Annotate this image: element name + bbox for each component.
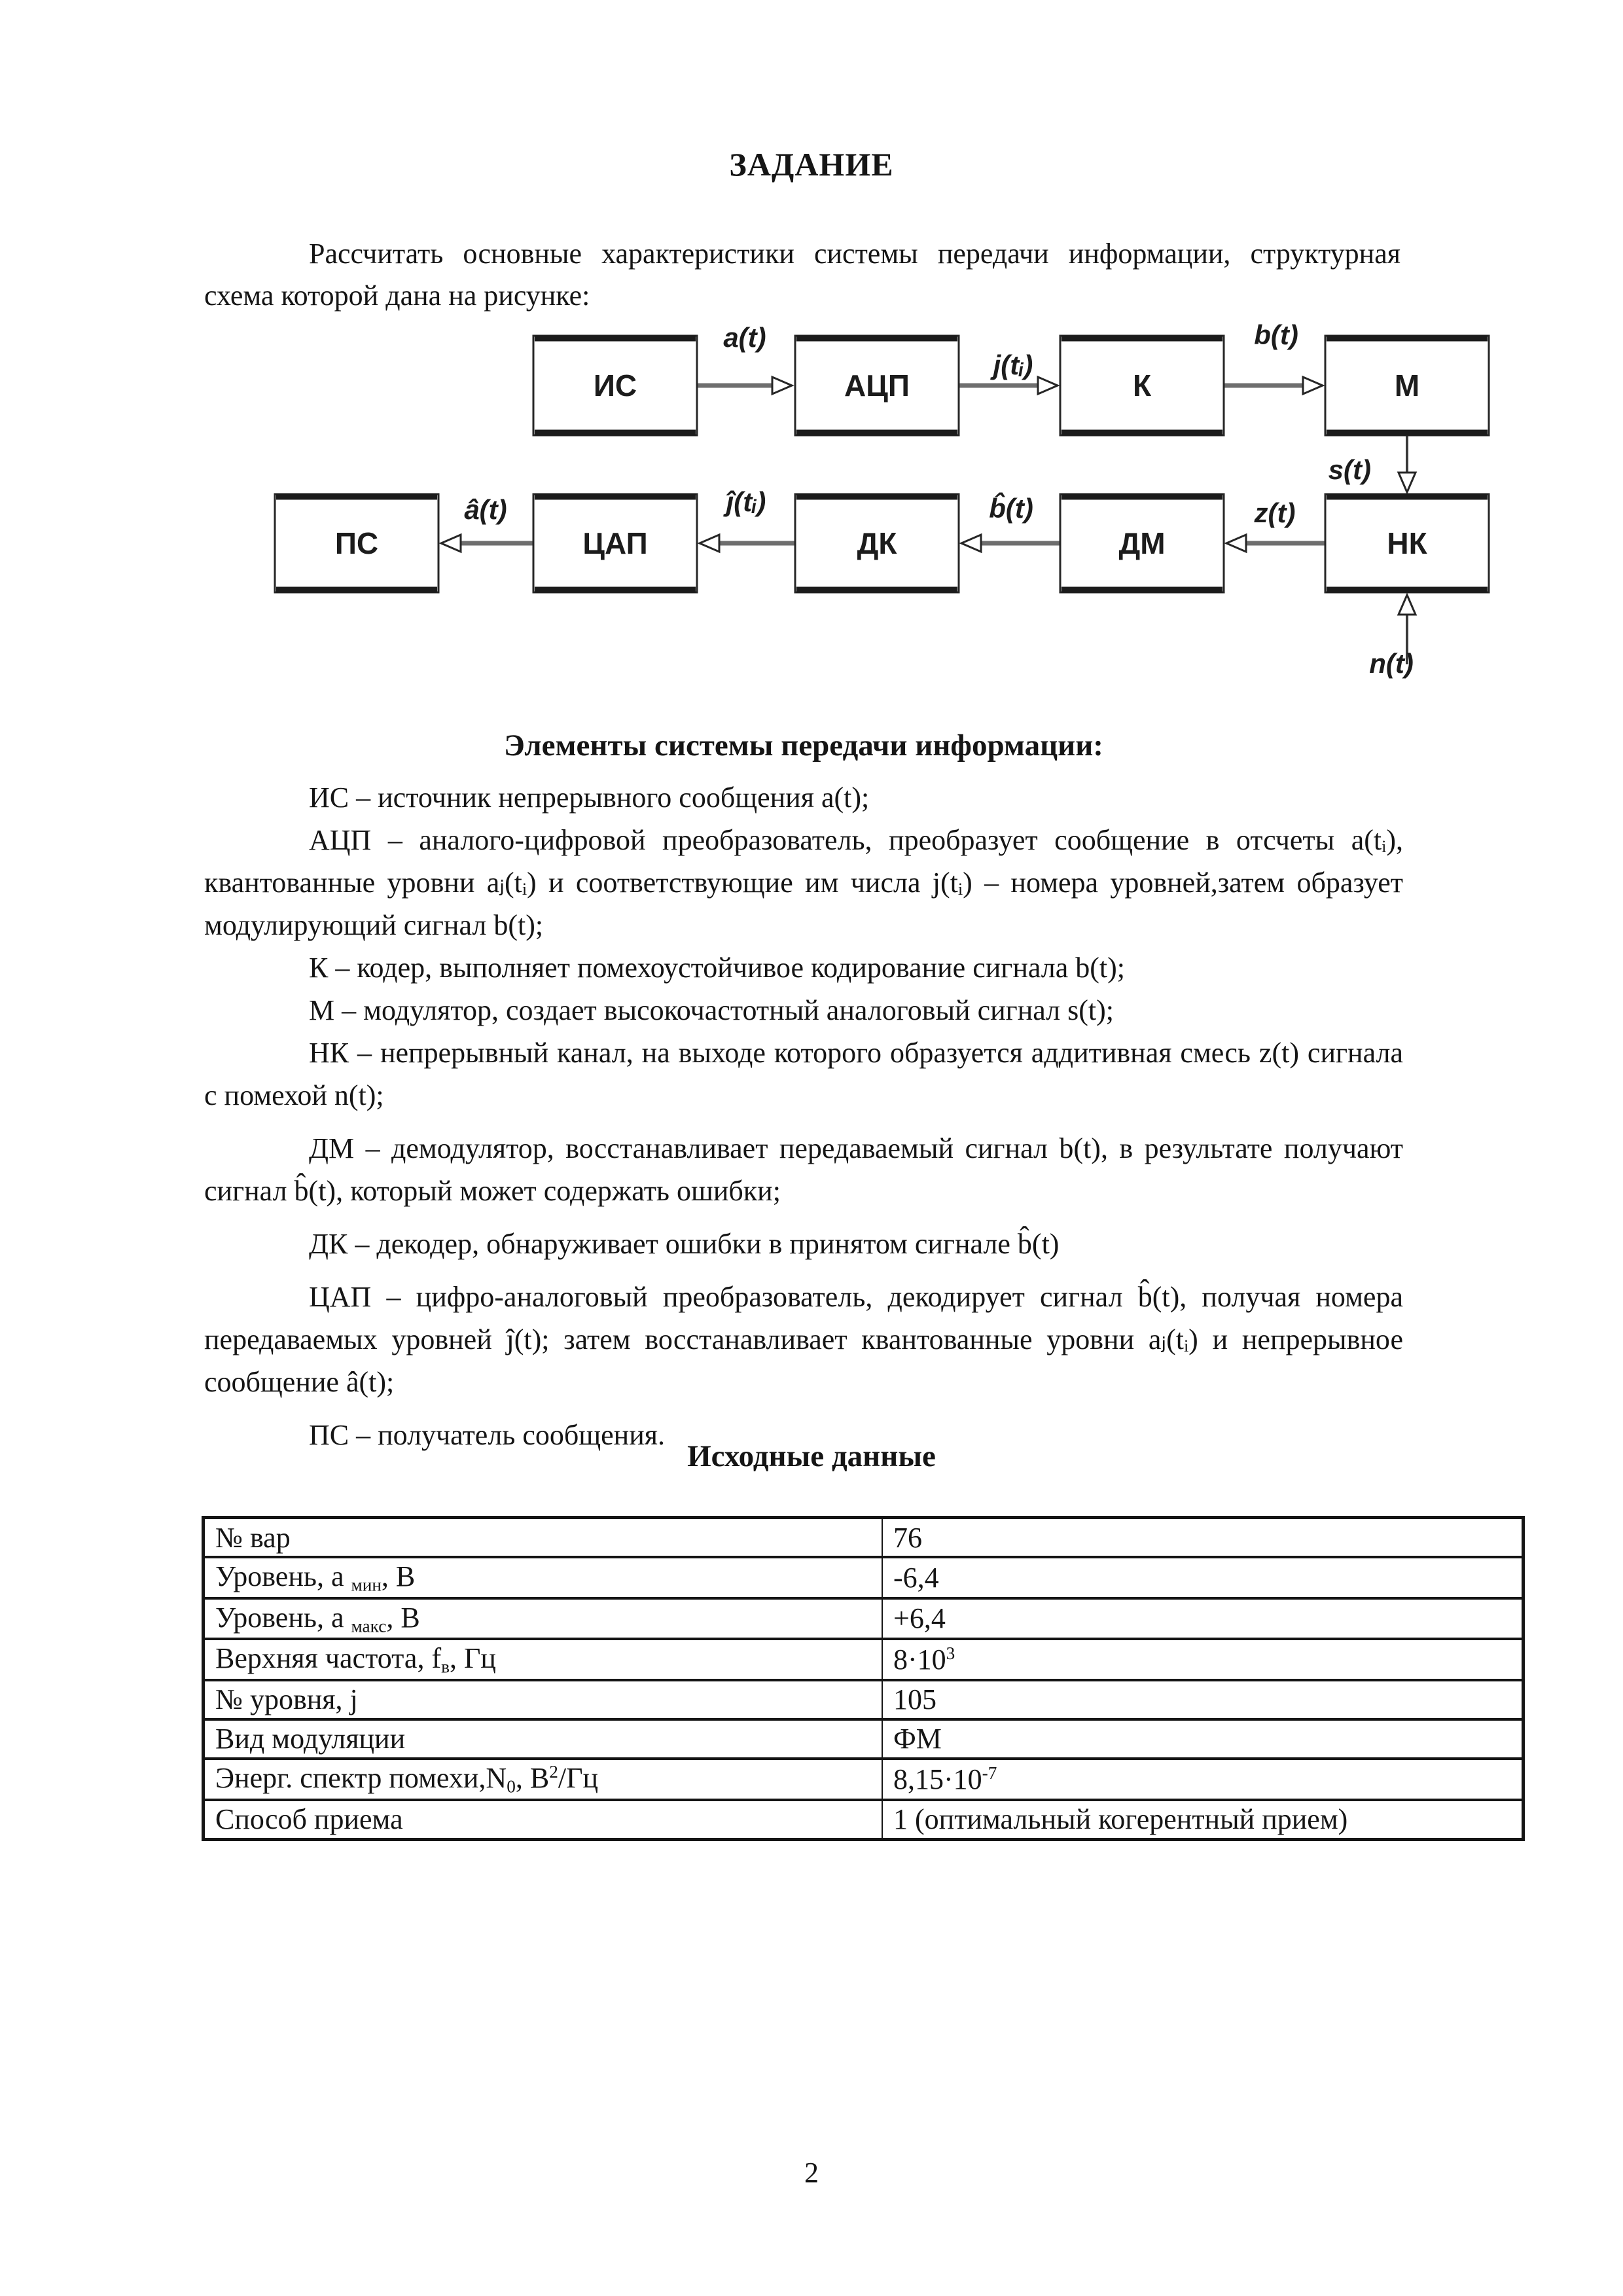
- text-run: Уровень, а: [215, 1560, 351, 1592]
- cell-value: [882, 1598, 1524, 1640]
- arrow-channel-demod: [1226, 535, 1325, 552]
- block-decoder-label: ДК: [857, 526, 897, 560]
- cell-label: [204, 1719, 883, 1759]
- block-diagram-svg: [0, 321, 1623, 687]
- signal-j-hat-label: ĵ(tᵢ): [726, 486, 766, 517]
- cell-label: [204, 1518, 883, 1558]
- table-row: [204, 1759, 1524, 1800]
- text-sup: 2: [549, 1761, 558, 1782]
- signal-b-hat-label: b̂(t): [989, 493, 1033, 524]
- text-run: Способ приема: [215, 1803, 403, 1835]
- table-row: [204, 1598, 1524, 1640]
- cell-label: [204, 1680, 883, 1719]
- text-run: /Гц: [558, 1761, 599, 1794]
- text-run: Энерг. спектр помехи,N: [215, 1761, 507, 1794]
- system-block-diagram: [0, 321, 1623, 687]
- signal-b-label: b(t): [1254, 321, 1298, 350]
- block-ps: [275, 494, 438, 592]
- data-table-wrap: [202, 1516, 1525, 1841]
- data-table-heading: Исходные данные: [687, 1439, 936, 1473]
- text-run: , В: [515, 1761, 550, 1794]
- block-demod: [1060, 494, 1224, 592]
- block-coder-label: К: [1132, 368, 1152, 403]
- arrow-mod-channel: [1399, 435, 1416, 492]
- table-row: [204, 1557, 1524, 1598]
- cell-label: [204, 1639, 883, 1680]
- table-row: [204, 1800, 1524, 1840]
- element-item: ИС – источник непрерывного сообщения a(t);: [309, 781, 870, 814]
- signal-n-label: n(t): [1369, 648, 1414, 679]
- block-is-label: ИС: [593, 368, 637, 403]
- block-ps-label: ПС: [334, 526, 379, 560]
- text-run: № вар: [215, 1521, 291, 1554]
- text-run: ФМ: [893, 1723, 942, 1755]
- text-sub: макс: [351, 1616, 387, 1636]
- text-run: , В: [381, 1560, 416, 1592]
- cell-label: [204, 1557, 883, 1598]
- cell-value: [882, 1639, 1524, 1680]
- block-dac: [533, 494, 697, 592]
- page-title: ЗАДАНИЕ: [729, 146, 894, 183]
- initial-data-table: [202, 1516, 1525, 1841]
- signal-a-label: a(t): [723, 322, 766, 353]
- block-mod: [1325, 336, 1489, 435]
- element-item: АЦП – аналого-цифровой преобразователь, преобразует сообщение в отсчеты a(tᵢ), квантованные уровни aⱼ(tᵢ) и соответствующие им числа j(tᵢ) – номера уровней,затем образует модулирующий сигнал b(t);: [204, 824, 1403, 941]
- text-sub: мин: [351, 1575, 382, 1595]
- text-run: 76: [893, 1521, 922, 1554]
- block-is: [533, 336, 697, 435]
- cell-value: [882, 1557, 1524, 1598]
- element-item: ЦАП – цифро-аналоговый преобразователь, декодирует сигнал b̂(t), получая номера передаваемых уровней ĵ(t); затем восстанавливает квантованные уровни aⱼ(tᵢ) и непрерывное сообщение â(t);: [204, 1281, 1403, 1398]
- block-channel: [1325, 494, 1489, 592]
- text-run: Верхняя частота, f: [215, 1642, 442, 1675]
- table-row: [204, 1639, 1524, 1680]
- text-run: , Гц: [449, 1642, 496, 1675]
- arrow-decoder-dac: [700, 535, 795, 552]
- cell-value: [882, 1719, 1524, 1759]
- text-run: , В: [386, 1601, 420, 1634]
- cell-label: [204, 1759, 883, 1800]
- arrow-is-adc: [697, 377, 792, 394]
- table-row: [204, 1719, 1524, 1759]
- text-run: -6,4: [893, 1561, 939, 1594]
- signal-j-label: j(tᵢ): [993, 350, 1033, 380]
- signal-z-label: z(t): [1254, 497, 1296, 528]
- text-run: 8·10: [893, 1643, 946, 1676]
- page-number: 2: [804, 2157, 819, 2189]
- text-run: 105: [893, 1683, 936, 1716]
- cell-value: [882, 1680, 1524, 1719]
- element-item: М – модулятор, создает высокочастотный аналоговый сигнал s(t);: [309, 994, 1115, 1026]
- block-mod-label: М: [1394, 368, 1420, 403]
- cell-label: [204, 1598, 883, 1640]
- element-item: НК – непрерывный канал, на выходе которого образуется аддитивная смесь z(t) сигнала с помехой n(t);: [204, 1037, 1403, 1111]
- signal-a-hat-label: â(t): [464, 494, 507, 525]
- signal-s-label: s(t): [1328, 454, 1371, 485]
- text-run: № уровня, j: [215, 1683, 358, 1716]
- table-row: [204, 1518, 1524, 1558]
- text-run: Вид модуляции: [215, 1723, 406, 1755]
- cell-label: [204, 1800, 883, 1840]
- arrow-demod-decoder: [961, 535, 1060, 552]
- text-run: +6,4: [893, 1602, 946, 1635]
- arrow-coder-mod: [1224, 377, 1323, 394]
- block-decoder: [795, 494, 959, 592]
- element-item: ДМ – демодулятор, восстанавливает передаваемый сигнал b(t), в результате получают сигнал b̂(t), который может содержать ошибки;: [204, 1132, 1403, 1207]
- element-item: ДК – декодер, обнаруживает ошибки в принятом сигнале b̂(t): [309, 1228, 1060, 1260]
- element-item: ПС – получатель сообщения.: [309, 1419, 666, 1451]
- initial-data-table-body: [204, 1518, 1524, 1840]
- block-demod-label: ДМ: [1118, 526, 1166, 560]
- block-adc-label: АЦП: [844, 368, 910, 403]
- block-coder: [1060, 336, 1224, 435]
- text-run: Уровень, а: [215, 1601, 351, 1634]
- arrow-dac-ps: [441, 535, 533, 552]
- elements-section: [204, 728, 1403, 1456]
- elements-heading: Элементы системы передачи информации:: [504, 728, 1103, 762]
- text-sub: в: [441, 1657, 450, 1677]
- cell-value: [882, 1518, 1524, 1558]
- cell-value: [882, 1759, 1524, 1800]
- block-dac-label: ЦАП: [582, 526, 648, 560]
- block-channel-label: НК: [1387, 526, 1427, 560]
- block-adc: [795, 336, 959, 435]
- text-sub: 0: [507, 1776, 516, 1797]
- text-sup: 3: [946, 1643, 955, 1664]
- intro-paragraph: Рассчитать основные характеристики системы передачи информации, структурная схема которой дана на рисунке:: [204, 238, 1400, 312]
- text-sup: -7: [982, 1763, 997, 1783]
- text-run: 1 (оптимальный когерентный прием): [893, 1803, 1348, 1835]
- cell-value: [882, 1800, 1524, 1840]
- table-row: [204, 1680, 1524, 1719]
- text-run: 8,15·10: [893, 1763, 982, 1795]
- element-item: К – кодер, выполняет помехоустойчивое кодирование сигнала b(t);: [309, 952, 1126, 984]
